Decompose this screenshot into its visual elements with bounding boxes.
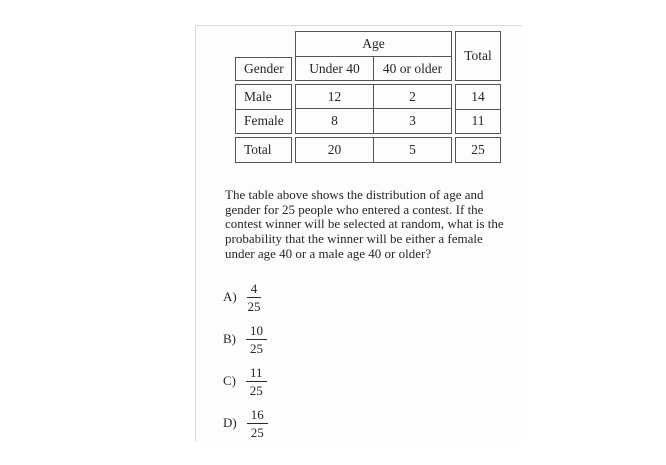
choice-d-fraction: [247, 408, 268, 439]
age-header-cell: Age: [296, 32, 451, 57]
choice-a-fraction: [247, 282, 262, 313]
choice-a-denominator: 25: [247, 298, 261, 314]
cell-grand-total: 25: [455, 137, 501, 163]
question-line: probability that the winner will be either a female: [225, 231, 483, 247]
male-row-label: Male: [236, 85, 291, 110]
data-values-group: [295, 84, 452, 134]
under-40-header-cell: Under 40: [296, 57, 374, 80]
gender-header-cell: Gender: [244, 61, 284, 76]
choice-b-label: B): [223, 331, 236, 346]
question-line: The table above shows the distribution of age and: [225, 187, 484, 202]
female-row-label: Female: [244, 113, 284, 129]
question-line: gender for 25 people who entered a contest. If the: [225, 201, 484, 217]
gender-header-group: [235, 57, 292, 81]
cell-female-total: 11: [471, 113, 485, 129]
cell-female-under-40: 8: [296, 109, 374, 133]
row-labels-group: [235, 84, 292, 134]
choice-b-denominator: 25: [250, 340, 263, 356]
total-row-label-group: [235, 137, 292, 163]
choice-b: [223, 322, 268, 356]
age-header-group: [295, 31, 452, 81]
choice-a: [223, 280, 268, 314]
row-totals-group: [455, 84, 501, 134]
choice-c-denominator: 25: [249, 382, 263, 398]
choice-a-numerator: 4: [247, 282, 262, 298]
age-subheader-row: [296, 57, 451, 80]
choice-d: [223, 406, 268, 440]
choice-c-label: C): [223, 373, 236, 388]
choice-b-fraction: [246, 324, 267, 355]
question-line: contest winner will be selected at random, what is the: [225, 216, 504, 232]
choice-c-numerator: 11: [246, 366, 267, 382]
total-row-values-group: [295, 137, 452, 163]
cell-total-40-or-older: 5: [409, 142, 416, 157]
total-row-label: Total: [244, 142, 272, 157]
cell-total-under-40: 20: [296, 138, 374, 162]
choice-a-label: A): [223, 289, 237, 304]
choice-d-numerator: 16: [247, 408, 268, 424]
cell-male-40-or-older: 2: [374, 85, 451, 109]
cell-female-40-or-older: 3: [409, 113, 416, 128]
choice-d-label: D): [223, 415, 237, 430]
choice-d-denominator: 25: [250, 424, 264, 440]
choice-c: [223, 364, 268, 398]
cell-male-total: 14: [456, 85, 500, 110]
choice-b-numerator: 10: [246, 324, 267, 340]
choice-c-fraction: [246, 366, 267, 397]
total-header-cell: Total: [455, 31, 501, 81]
question-line: under age 40 or a male age 40 or older?: [225, 245, 432, 261]
age-gender-table: [235, 31, 501, 163]
40-or-older-header-cell: 40 or older: [382, 60, 443, 76]
cell-male-under-40: 12: [296, 85, 374, 109]
answer-choices: [223, 280, 268, 440]
question-text: [225, 188, 504, 262]
